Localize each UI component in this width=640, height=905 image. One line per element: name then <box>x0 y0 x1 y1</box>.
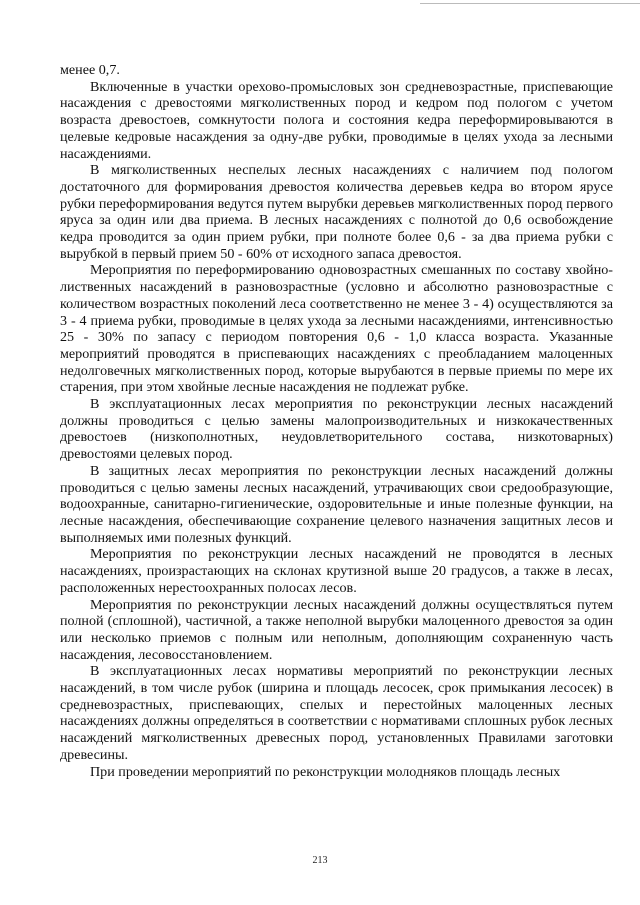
paragraph: В эксплуатационных лесах мероприятия по реконструкции лесных насаждений должны проводиться с целью замены малопроизводительных и низкокачественных древостоев (низкополнотных, неудовлетворительного состава, низкотоварных) древостоями целевых пород. <box>60 396 613 463</box>
paragraph: Мероприятия по реконструкции лесных насаждений не проводятся в лесных насаждениях, произрастающих на склонах крутизной выше 20 градусов, а также в лесах, расположенных нерестоохранных полосах лесов. <box>60 546 613 596</box>
paragraph: Мероприятия по реконструкции лесных насаждений должны осуществляться путем полной (сплошной), частичной, а также неполной вырубки малоценного древостоя за один или несколько приемов с полным или неполным, дополняющим сохраненную часть насаждения, лесовосстановлением. <box>60 596 613 663</box>
page-body <box>60 62 613 780</box>
paragraph: Включенные в участки орехово-промысловых зон средневозрастные, приспевающие насаждения с древостоями мягколиственных пород и кедром под пологом с учетом возраста древостоев, сомкнутости полога и состояния кедра переформировываются в целевые кедровые насаждения за одну-две рубки, проводимые в целях ухода за лесными насаждениями. <box>60 78 613 162</box>
paragraph-continuation: менее 0,7. <box>60 62 120 78</box>
paragraph: Мероприятия по переформированию одновозрастных смешанных по составу хвойно-лиственных насаждений в разновозрастные (условно и абсолютно разновозрастные с количеством возрастных поколений леса соответственно не менее 3 - 4) осуществляются за 3 - 4 приема рубки, проводимые в целях ухода за лесными насаждениями, интенсивностью 25 - 30% по запасу с периодом повторения 0,6 - 1,0 класса возраста. Указанные мероприятий проводятся в приспевающих насаждениях с преобладанием малоценных недолговечных мягколиственных пород, которые вырубаются в первые приемы по мере их старения, при этом хвойные лесные насаждения не подлежат рубке. <box>60 262 613 396</box>
paragraph: В эксплуатационных лесах нормативы мероприятий по реконструкции лесных насаждений, в том числе рубок (ширина и площадь лесосек, срок примыкания лесосек) в средневозрастных, приспевающих, спелых и перестойных малоценных лесных насаждениях должны определяться в соответствии с нормативами сплошных рубок лесных насаждений мягколиственных древесных пород, установленных Правилами заготовки древесины. <box>60 663 613 763</box>
paragraph: В защитных лесах мероприятия по реконструкции лесных насаждений должны проводиться с целью замены лесных насаждений, утрачивающих свои средообразующие, водоохранные, санитарно-гигиенические, оздоровительные и иные полезные функции, на лесные насаждения, обеспечивающие сохранение целевого назначения защитных лесов и выполняемых ими полезных функций. <box>60 462 613 546</box>
page-number: 213 <box>312 855 328 866</box>
paragraph: При проведении мероприятий по реконструкции молодняков площадь лесных <box>90 763 561 780</box>
paragraph: В мягколиственных неспелых лесных насаждениях с наличием под пологом достаточного для формирования древостоя количества деревьев кедра во втором ярусе рубки переформирования ведутся путем вырубки деревьев мягколиственных пород первого яруса за один или два приема. В лесных насаждениях с полнотой до 0,6 освобождение кедра проводится за один прием рубки, при полноте более 0,6 - за два приема рубки с вырубкой в первый прием 50 - 60% от исходного запаса древостоя. <box>60 162 613 262</box>
scan-edge-line <box>420 3 640 4</box>
